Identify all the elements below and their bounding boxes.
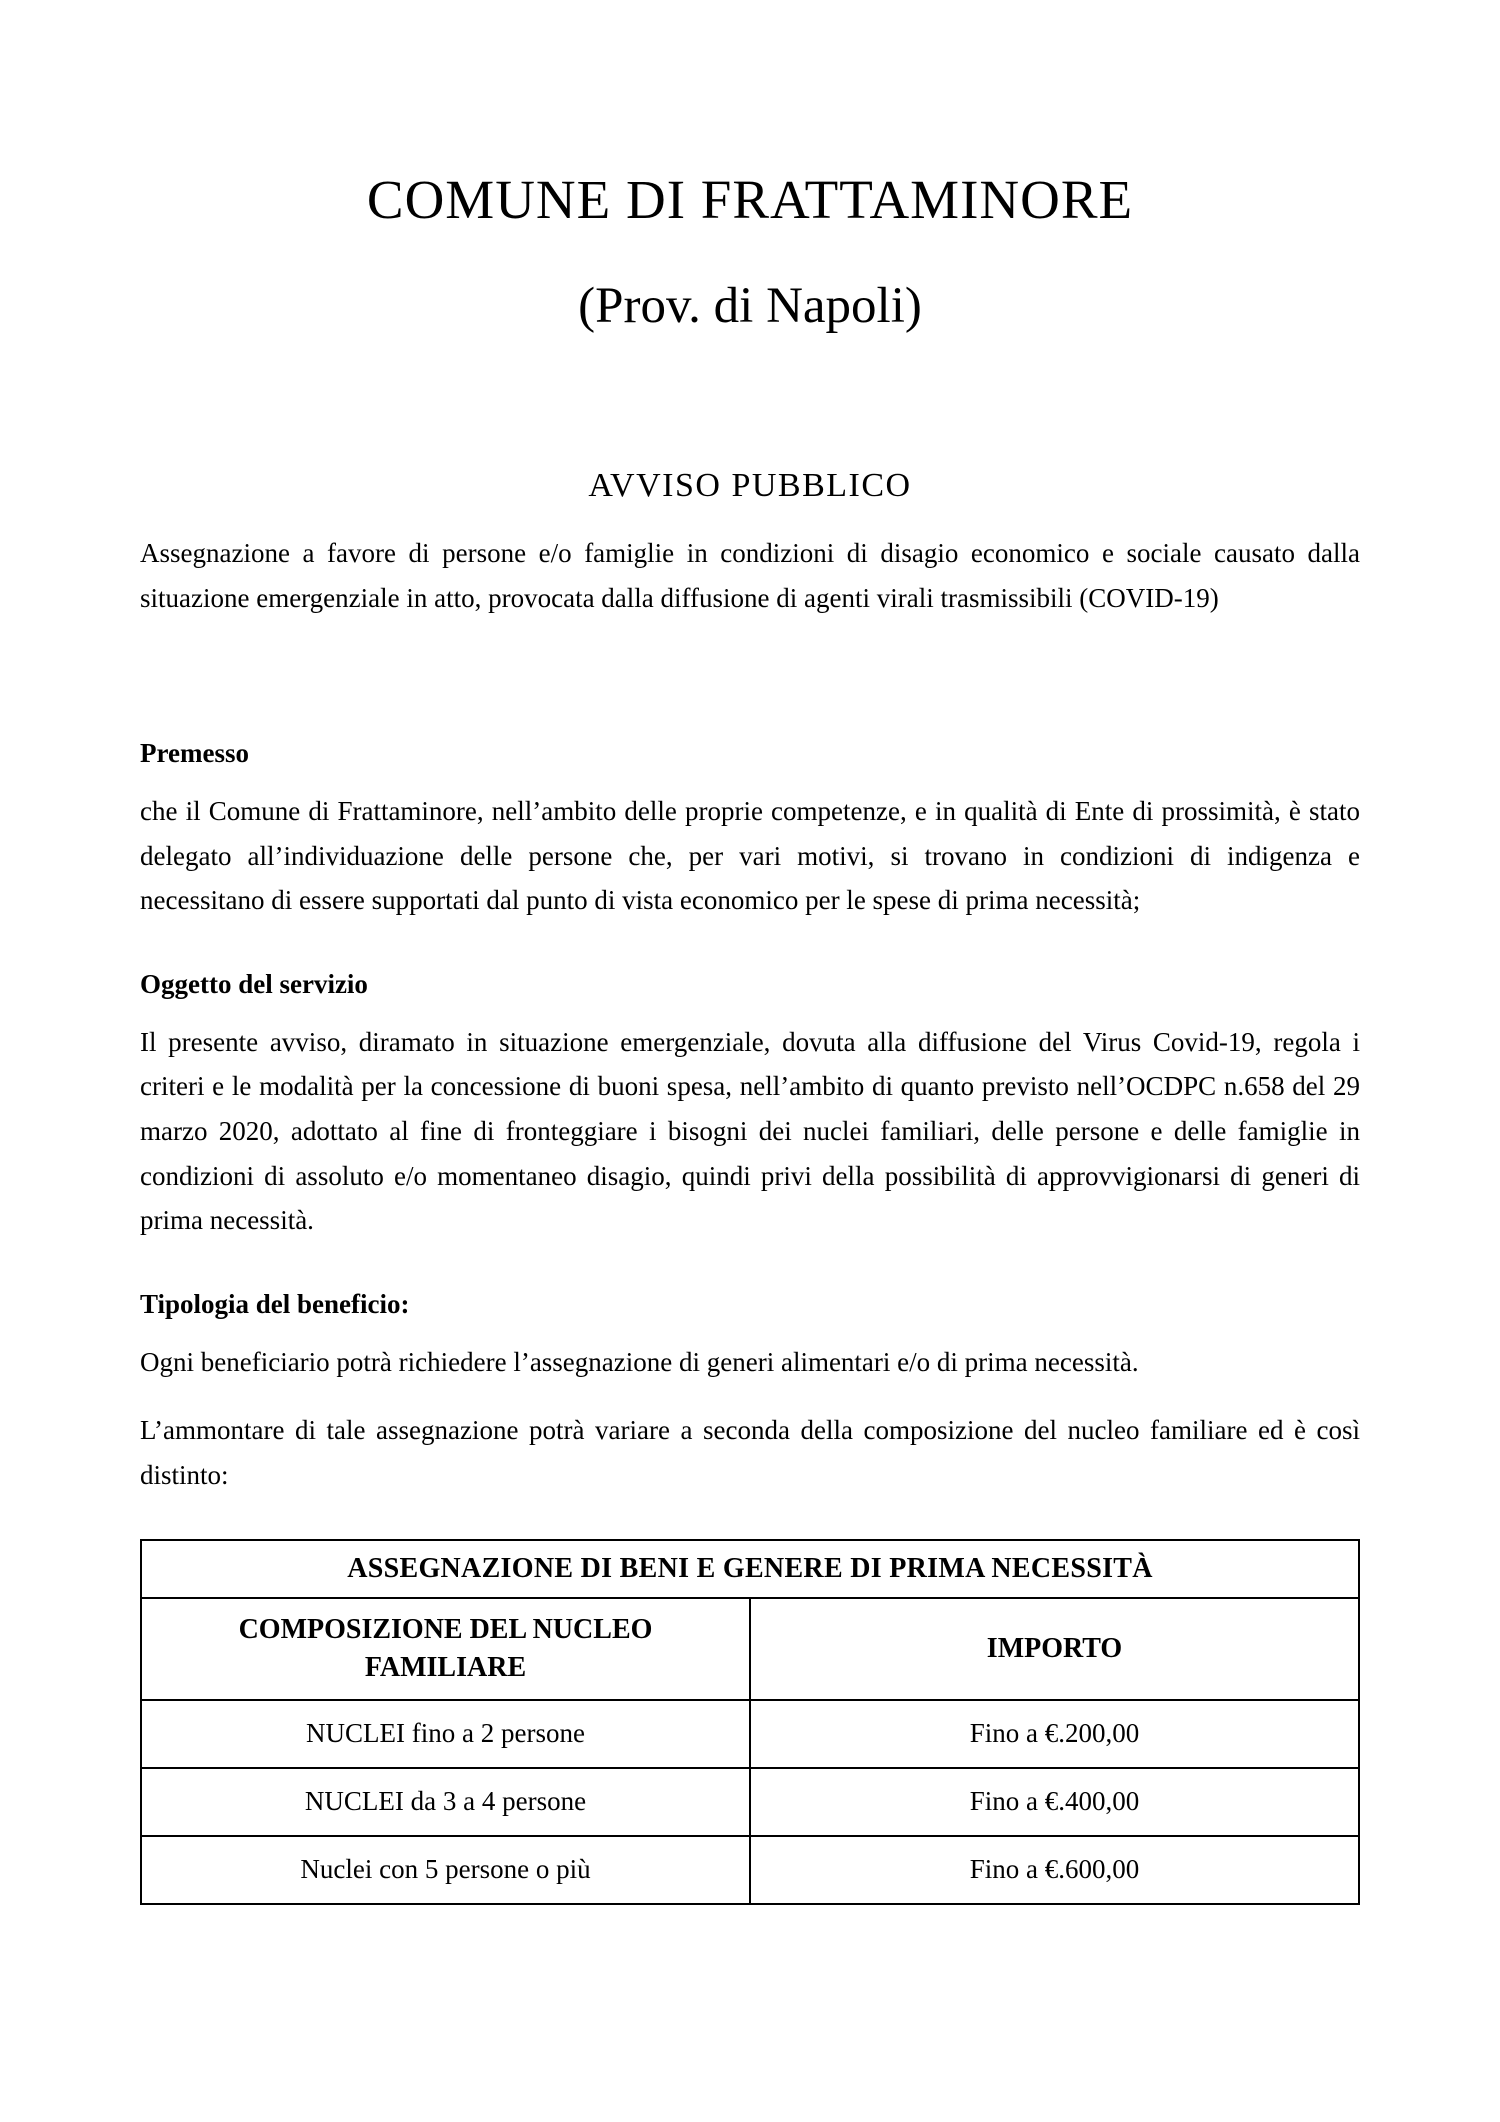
table-title: ASSEGNAZIONE DI BENI E GENERE DI PRIMA NECESSITÀ <box>141 1540 1359 1598</box>
table-cell-importo: Fino a €.600,00 <box>750 1836 1359 1904</box>
table-title-row <box>141 1540 1359 1598</box>
table-cell-nucleo: NUCLEI fino a 2 persone <box>141 1700 750 1768</box>
document-title: COMUNE DI FRATTAMINORE <box>366 169 1134 230</box>
table-row <box>141 1700 1359 1768</box>
table-cell-nucleo: Nuclei con 5 persone o più <box>141 1836 750 1904</box>
section-heading-oggetto: Oggetto del servizio <box>140 968 368 999</box>
column-header-importo: IMPORTO <box>750 1598 1359 1700</box>
tipologia-paragraph-1: Ogni beneficiario potrà richiedere l’assegnazione di generi alimentari e/o di prima necessità. <box>140 1346 1139 1377</box>
notice-heading: AVVISO PUBBLICO <box>588 467 912 504</box>
tipologia-paragraph-2: L’ammontare di tale assegnazione potrà variare a seconda della composizione del nucleo familiare ed è così distinto: <box>140 1415 1360 1490</box>
table-cell-importo: Fino a €.200,00 <box>750 1700 1359 1768</box>
document-subtitle: (Prov. di Napoli) <box>578 278 922 334</box>
section-body-oggetto: Il presente avviso, diramato in situazione emergenziale, dovuta alla diffusione del Virus Covid-19, regola i criteri e le modalità per la concessione di buoni spesa, nell’ambito di quanto previsto nell’OCDPC n.658 del 29 marzo 2020, adottato al fine di fronteggiare i bisogni dei nuclei familiari, delle persone e delle famiglie in condizioni di assoluto e/o momentaneo disagio, quindi privi della possibilità di approvvigionarsi di generi di prima necessità. <box>140 1026 1360 1236</box>
section-body-premesso: che il Comune di Frattaminore, nell’ambito delle proprie competenze, e in qualità di Ente di prossimità, è stato delegato all’individuazione delle persone che, per vari motivi, si trovano in condizioni di indigenza e necessitano di essere supportati dal punto di vista economico per le spese di prima necessità; <box>140 796 1360 916</box>
column-header-composizione-label: COMPOSIZIONE DEL NUCLEO FAMILIARE <box>238 1614 653 1684</box>
column-header-composizione <box>141 1598 750 1700</box>
table-row <box>141 1768 1359 1836</box>
section-heading-tipologia: Tipologia del beneficio: <box>140 1288 410 1319</box>
table-cell-nucleo: NUCLEI da 3 a 4 persone <box>141 1768 750 1836</box>
notice-intro-paragraph: Assegnazione a favore di persone e/o famiglie in condizioni di disagio economico e sociale causato dalla situazione emergenziale in atto, provocata dalla diffusione di agenti virali trasmissibili (COVID-19) <box>140 538 1360 613</box>
section-heading-premesso: Premesso <box>140 738 249 769</box>
table-row <box>141 1836 1359 1904</box>
table-header-row <box>141 1598 1359 1700</box>
table-cell-importo: Fino a €.400,00 <box>750 1768 1359 1836</box>
benefits-table <box>140 1539 1360 1905</box>
